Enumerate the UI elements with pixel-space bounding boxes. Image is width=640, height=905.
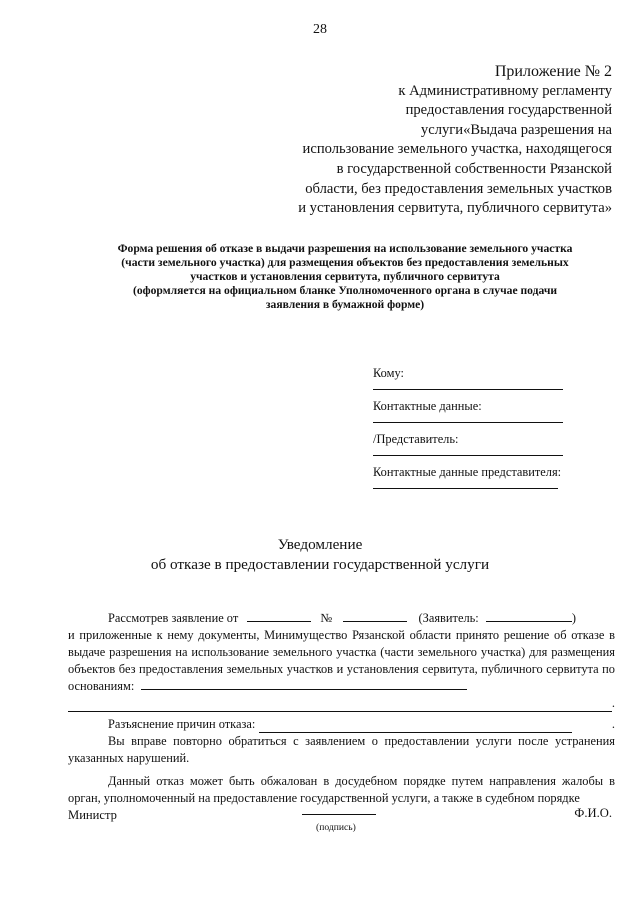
representative-label: /Представитель: <box>373 432 459 446</box>
signatory-position: Министр <box>68 808 117 822</box>
application-number-field[interactable] <box>343 610 407 622</box>
number-sign: № <box>320 611 333 625</box>
grounds-field[interactable] <box>141 678 467 690</box>
form-title-line: участков и установления сервитута, публичного сервитута <box>190 270 500 283</box>
grounds-line-2: . <box>68 695 615 712</box>
decision-text: и приложенные к нему документы, Минимущество Рязанской области принято решение об отказе в выдаче разрешения на использование земельного участка (части земельного участка) для размещения объектов без предоставления земельных участков и установления сервитута, публичного сервитута по основаниям: <box>68 628 615 693</box>
appeal-text: Данный отказ может быть обжалован в досудебном порядке путем направления жалобы в орган, уполномоченный на предоставление государственной услуги, а также в судебном порядке <box>68 774 615 805</box>
grounds-field-2[interactable] <box>68 699 612 712</box>
signatory-name: Ф.И.О. <box>574 806 612 820</box>
appendix-line: и установления сервитута, публичного сервитута» <box>298 200 612 217</box>
considered-line <box>68 610 615 627</box>
recipient-block <box>373 366 588 498</box>
signature-caption: (подпись) <box>316 822 356 833</box>
form-title-line: (оформляется на официальном бланке Уполномоченного органа в случае подачи <box>132 284 558 297</box>
form-title-line: заявления в бумажной форме) <box>265 298 425 311</box>
page-number: 28 <box>313 22 327 37</box>
application-date-field[interactable] <box>247 610 311 622</box>
appendix-line: предоставления государственной <box>405 102 612 119</box>
appendix-line: использование земельного участка, находящегося <box>302 141 612 158</box>
appendix-title: Приложение № 2 <box>494 63 612 80</box>
appendix-line: к Административному регламенту <box>398 82 612 99</box>
representative-field[interactable] <box>373 455 563 456</box>
considered-prefix: Рассмотрев заявление от <box>108 611 239 625</box>
appendix-line: услуги«Выдача разрешения на <box>420 121 612 138</box>
contact-label: Контактные данные: <box>373 399 482 413</box>
form-title-line: Форма решения об отказе в выдачи разрешения на использование земельного участка <box>117 242 573 255</box>
explanation-line: Разъяснение причин отказа: . <box>68 716 615 733</box>
explanation-field[interactable] <box>259 720 572 733</box>
explanation-label: Разъяснение причин отказа: <box>108 717 256 731</box>
applicant-field[interactable] <box>486 610 572 622</box>
notice-heading: Уведомление <box>277 536 363 553</box>
notice-heading-block <box>0 535 640 575</box>
contact-field[interactable] <box>373 422 563 423</box>
rep-contact-field[interactable] <box>373 488 558 489</box>
notice-subheading: об отказе в предоставлении государственной услуги <box>150 556 490 573</box>
rep-contact-label: Контактные данные представителя: <box>373 465 562 479</box>
notice-body <box>68 610 615 807</box>
signature-field[interactable] <box>302 814 376 815</box>
to-field[interactable] <box>373 389 563 390</box>
appendix-line: области, без предоставления земельных участков <box>305 180 612 197</box>
reapply-text: Вы вправе повторно обратиться с заявлением о предоставлении услуги после устранения указанных нарушений. <box>68 734 615 765</box>
to-label: Кому: <box>373 366 404 380</box>
appendix-line: в государственной собственности Рязанской <box>336 160 612 177</box>
form-title-line: (части земельного участка) для размещения объектов без предоставления земельных <box>121 256 569 269</box>
appendix-header <box>298 62 612 219</box>
applicant-label: (Заявитель: <box>418 611 479 625</box>
close-paren: ) <box>571 611 576 625</box>
form-title <box>70 242 620 312</box>
